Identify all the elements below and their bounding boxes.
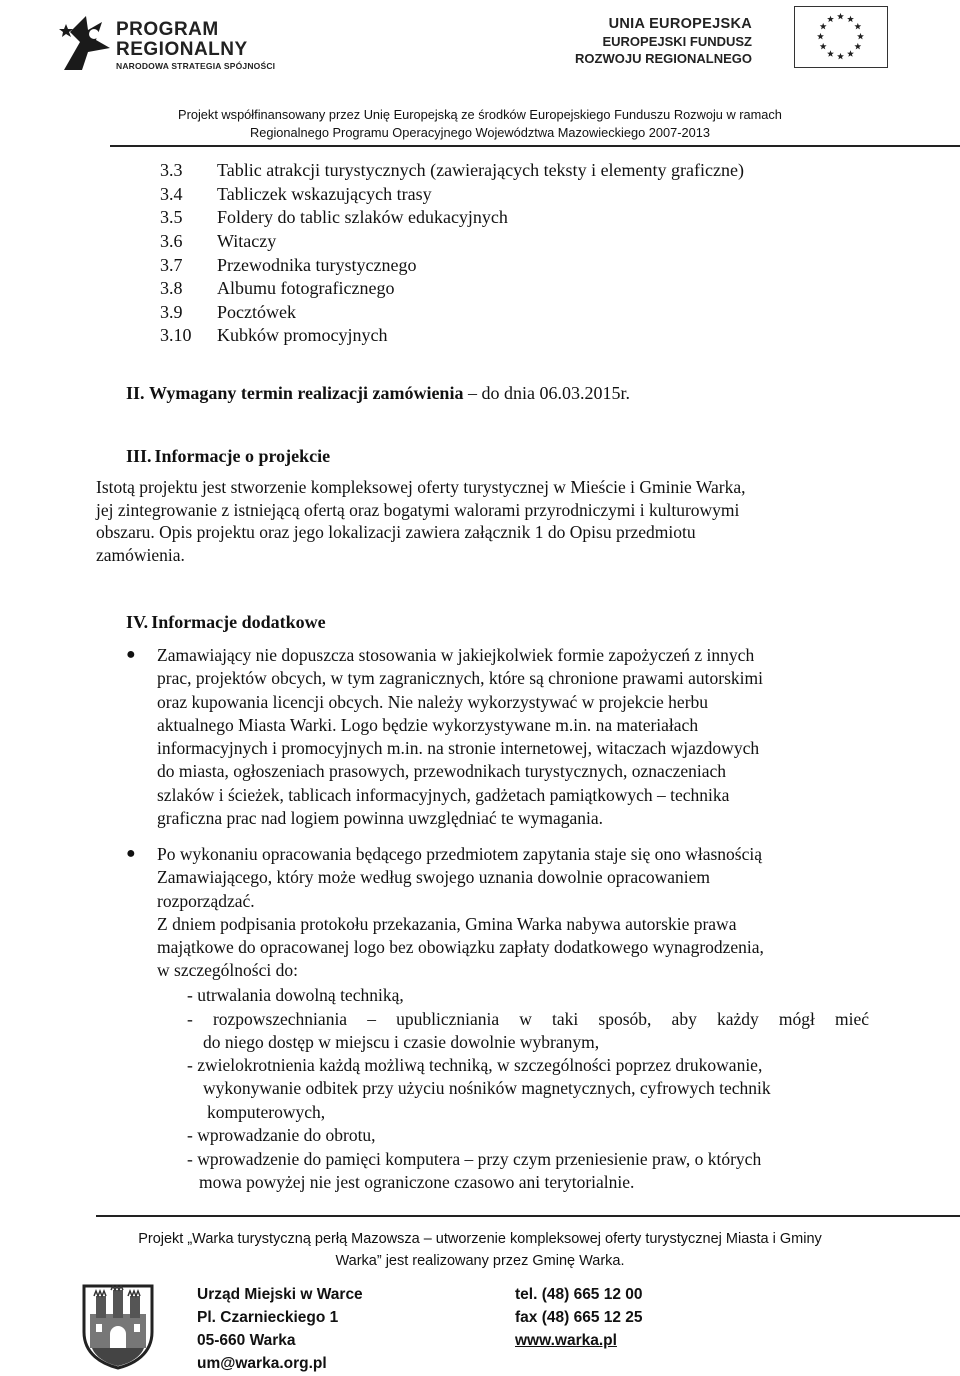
list-item-text: Albumu fotograficznego (217, 278, 395, 298)
list-item-text: Przewodnika turystycznego (217, 255, 417, 275)
eu-star-icon (854, 23, 861, 30)
rights-line: - wprowadzenie do pamięci komputera – przy czym przeniesienie praw, o których (187, 1149, 762, 1169)
address-line: 05-660 Warka (197, 1332, 296, 1349)
eu-flag-icon (794, 6, 888, 68)
list-item (160, 230, 276, 254)
rights-line: - zwielokrotnienia każdą możliwą techniką, w szczególności poprzez drukowanie, (187, 1055, 763, 1075)
list-item-number: 3.5 (160, 207, 183, 227)
section-number: III. (126, 446, 152, 466)
address-line: Urząd Miejski w Warce (197, 1286, 363, 1303)
footer-project-line: Projekt „Warka turystyczną perłą Mazowsza – utworzenie kompleksowej oferty turystycznej Miasta i Gminy (138, 1231, 822, 1247)
eu-star-icon (817, 33, 824, 40)
list-item-text: Tabliczek wskazujących trasy (217, 184, 432, 204)
section-number: II. (126, 383, 145, 403)
list-item-number: 3.4 (160, 184, 183, 204)
website-link[interactable]: www.warka.pl (515, 1332, 617, 1349)
bullet-line: aktualnego Miasta Warki. Logo będzie wykorzystywane m.in. na materiałach (157, 714, 699, 735)
footer-divider (96, 1215, 960, 1217)
email-link[interactable]: um@warka.org.pl (197, 1355, 327, 1372)
address-line: Pl. Czarnieckiego 1 (197, 1309, 339, 1326)
eu-star-icon (820, 43, 827, 50)
list-item-text: Tablic atrakcji turystycznych (zawierających teksty i elementy graficzne) (217, 160, 744, 180)
eu-star-icon (847, 16, 854, 23)
list-item-number: 3.9 (160, 302, 183, 322)
list-item (160, 159, 744, 183)
phone-number: tel. (48) 665 12 00 (515, 1286, 643, 1303)
list-item (160, 183, 432, 207)
footer-contact (515, 1283, 643, 1352)
rights-line: mowa powyżej nie jest ograniczone czasowo ani terytorialnie. (199, 1172, 635, 1193)
fax-number: fax (48) 665 12 25 (515, 1309, 643, 1326)
list-item-text: Witaczy (217, 231, 277, 251)
paragraph-line: zamówienia. (96, 544, 185, 565)
section-title: Wymagany termin realizacji zamówienia (149, 383, 464, 403)
section-3-heading (126, 444, 330, 468)
bullet-line: majątkowe do opracowanej logo bez obowiązku zapłaty dodatkowego wynagrodzenia, (157, 937, 764, 958)
section-title: Informacje dodatkowe (151, 612, 326, 632)
rights-item (187, 984, 404, 1007)
header-divider (110, 145, 960, 147)
section-3-paragraph (96, 476, 869, 566)
rights-line: - rozpowszechniania – upubliczniania w taki sposób, aby każdy mógł mieć (187, 1009, 869, 1029)
rights-line: wykonywanie odbitek przy użyciu nośników magnetycznych, cyfrowych technik (203, 1078, 771, 1099)
list-item-number: 3.10 (160, 325, 192, 345)
rights-item (187, 1008, 869, 1055)
bullet-line: w szczególności do: (157, 960, 298, 981)
list-item-text: Kubków promocyjnych (217, 325, 388, 345)
bullet-line: do miasta, ogłoszeniach prasowych, przewodnikach turystycznych, oznaczeniach (157, 761, 727, 782)
list-item-text: Pocztówek (217, 302, 296, 322)
paragraph-line: Istotą projektu jest stworzenie kompleksowej oferty turystycznej w Mieście i Gminie Warka, (96, 477, 746, 497)
list-item (160, 277, 394, 301)
cofinancing-note (0, 106, 960, 142)
bullet-line: Zamawiający nie dopuszcza stosowania w jakiejkolwiek formie zapożyczeń z innych (157, 645, 755, 665)
list-item-number: 3.3 (160, 160, 183, 180)
section-title: Informacje o projekcie (154, 446, 331, 466)
program-regionalny-logo-icon (58, 12, 114, 72)
cofinancing-line: Regionalnego Programu Operacyjnego Województwa Mazowieckiego 2007-2013 (249, 125, 710, 140)
eu-text (575, 16, 752, 67)
eu-star-icon (820, 23, 827, 30)
eu-star-icon (837, 13, 844, 20)
section-2-heading (126, 381, 630, 405)
eu-star-icon (847, 50, 854, 57)
rights-line: do niego dostęp w miejscu i czasie dowolnie wybranym, (203, 1032, 600, 1053)
eu-line: ROZWOJU REGIONALNEGO (575, 51, 752, 66)
eu-star-icon (837, 53, 844, 60)
bullet-line: informacyjnych i promocyjnych m.in. na stronie internetowej, witaczach wjazdowych (157, 738, 760, 759)
bullet-line: Po wykonaniu opracowania będącego przedmiotem zapytania staje się ono własnością (157, 844, 763, 864)
bullet-2-text (157, 843, 869, 983)
section-2-deadline: – do dnia 06.03.2015r. (463, 383, 630, 403)
list-item (160, 254, 416, 278)
paragraph-line: obszaru. Opis projektu oraz jego lokalizacji zawiera załącznik 1 do Opisu przedmiotu (96, 522, 696, 542)
list-item-number: 3.8 (160, 278, 183, 298)
cofinancing-line: Projekt współfinansowany przez Unię Europejską ze środków Europejskiego Funduszu Rozwoju w ramach (178, 107, 782, 122)
bullet-icon: ● (126, 845, 136, 862)
rights-line: - utrwalania dowolną techniką, (187, 985, 404, 1005)
header (0, 0, 960, 150)
list-item (160, 301, 296, 325)
list-item-number: 3.6 (160, 231, 183, 251)
footer-project-note (0, 1228, 960, 1272)
rights-item (187, 1054, 771, 1124)
bullet-line: oraz kupowania licencji obcych. Nie należy wykorzystywać w projekcie herbu (157, 691, 709, 712)
eu-star-icon (854, 43, 861, 50)
program-logo-line: PROGRAM (116, 19, 219, 40)
footer-project-line: Warka” jest realizowany przez Gminę Warka. (335, 1253, 625, 1269)
eu-star-icon (857, 33, 864, 40)
paragraph-line: jej zintegrowanie z istniejącą ofertą oraz bogatymi walorami przyrodniczymi i kulturowymi (96, 499, 740, 520)
eu-star-icon (827, 16, 834, 23)
bullet-line: szlaków i ścieżek, tablicach informacyjnych, gadżetach pamiątkowych – technika (157, 784, 730, 805)
eu-line: EUROPEJSKI FUNDUSZ (602, 34, 752, 49)
bullet-line: graficzna prac nad logiem powinna uwzględniać te wymagania. (157, 808, 604, 829)
program-logo-text (116, 20, 275, 72)
section-number: IV. (126, 612, 149, 632)
bullet-line: Zamawiającego, który może według swojego uznania dowolnie opracowaniem (157, 867, 711, 888)
list-item-number: 3.7 (160, 255, 183, 275)
eu-star-icon (827, 50, 834, 57)
warka-coat-of-arms-icon (82, 1284, 154, 1370)
rights-item (187, 1124, 376, 1147)
bullet-line: Z dniem podpisania protokołu przekazania, Gmina Warka nabywa autorskie prawa (157, 913, 737, 934)
eu-line: UNIA EUROPEJSKA (608, 16, 752, 32)
list-item (160, 324, 387, 348)
list-item (160, 206, 508, 230)
program-logo-line: REGIONALNY (116, 39, 248, 60)
rights-item (187, 1148, 761, 1195)
program-logo-line: NARODOWA STRATEGIA SPÓJNOŚCI (116, 61, 276, 71)
footer-address (197, 1283, 363, 1375)
rights-line: komputerowych, (207, 1101, 326, 1122)
section-4-heading (126, 610, 326, 634)
bullet-line: prac, projektów obcych, w tym zagranicznych, które są chronione prawami autorskimi (157, 668, 763, 689)
bullet-line: rozporządzać. (157, 890, 255, 911)
bullet-1-text (157, 644, 869, 830)
list-item-text: Foldery do tablic szlaków edukacyjnych (217, 207, 508, 227)
bullet-icon: ● (126, 646, 136, 663)
rights-line: - wprowadzanie do obrotu, (187, 1125, 376, 1145)
